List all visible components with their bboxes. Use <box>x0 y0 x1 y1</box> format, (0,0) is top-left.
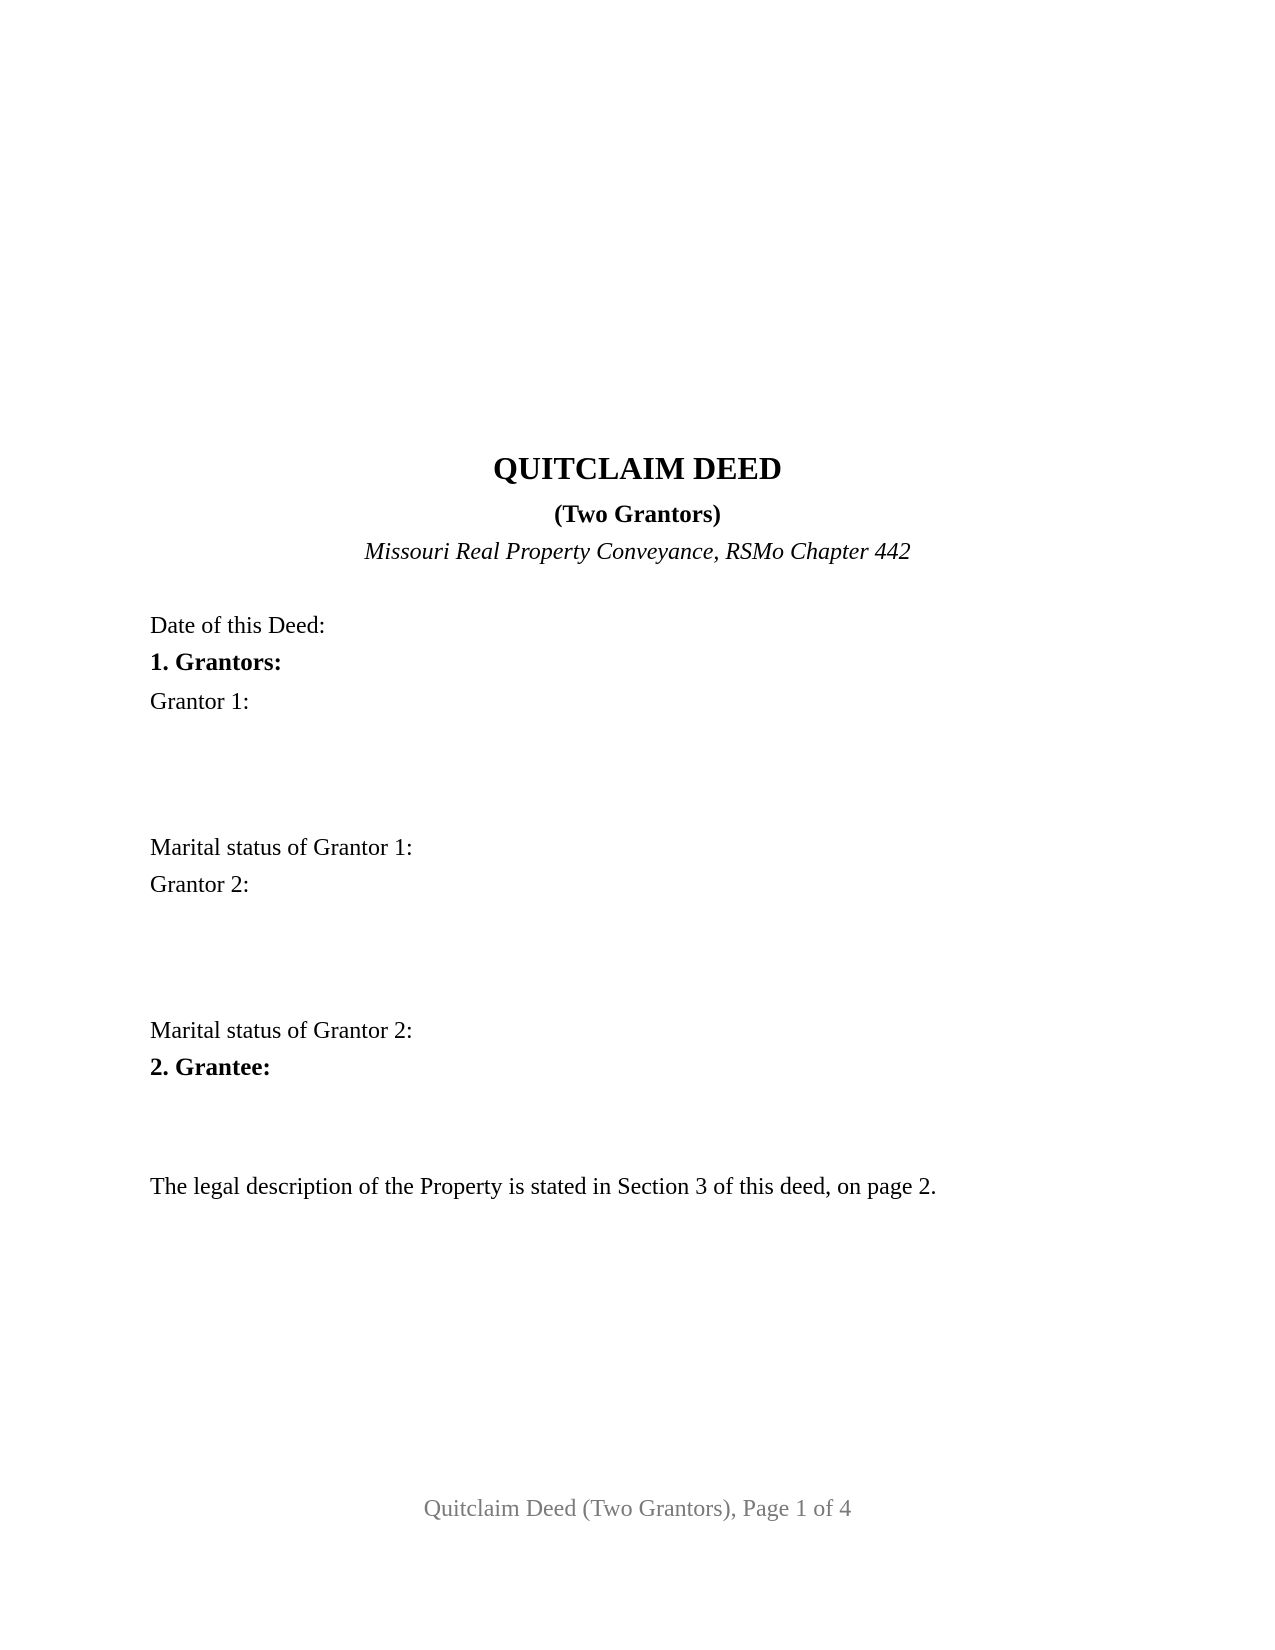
grantor-2-label: Grantor 2: <box>150 872 250 898</box>
date-of-deed-label: Date of this Deed: <box>150 613 326 639</box>
document-subtitle: (Two Grantors) <box>554 501 721 528</box>
legal-description-note: The legal description of the Property is stated in Section 3 of this deed, on page 2. <box>150 1174 937 1200</box>
document-title: QUITCLAIM DEED <box>493 450 782 486</box>
page-footer: Quitclaim Deed (Two Grantors), Page 1 of 4 <box>423 1496 852 1522</box>
grantor-1-label: Grantor 1: <box>150 689 250 715</box>
grantors-heading: 1. Grantors: <box>150 649 282 676</box>
statute-reference: Missouri Real Property Conveyance, RSMo Chapter 442 <box>364 539 911 565</box>
grantee-heading: 2. Grantee: <box>150 1054 271 1081</box>
grantor-1-marital-status-label: Marital status of Grantor 1: <box>150 835 413 861</box>
grantor-2-marital-status-label: Marital status of Grantor 2: <box>150 1018 413 1044</box>
